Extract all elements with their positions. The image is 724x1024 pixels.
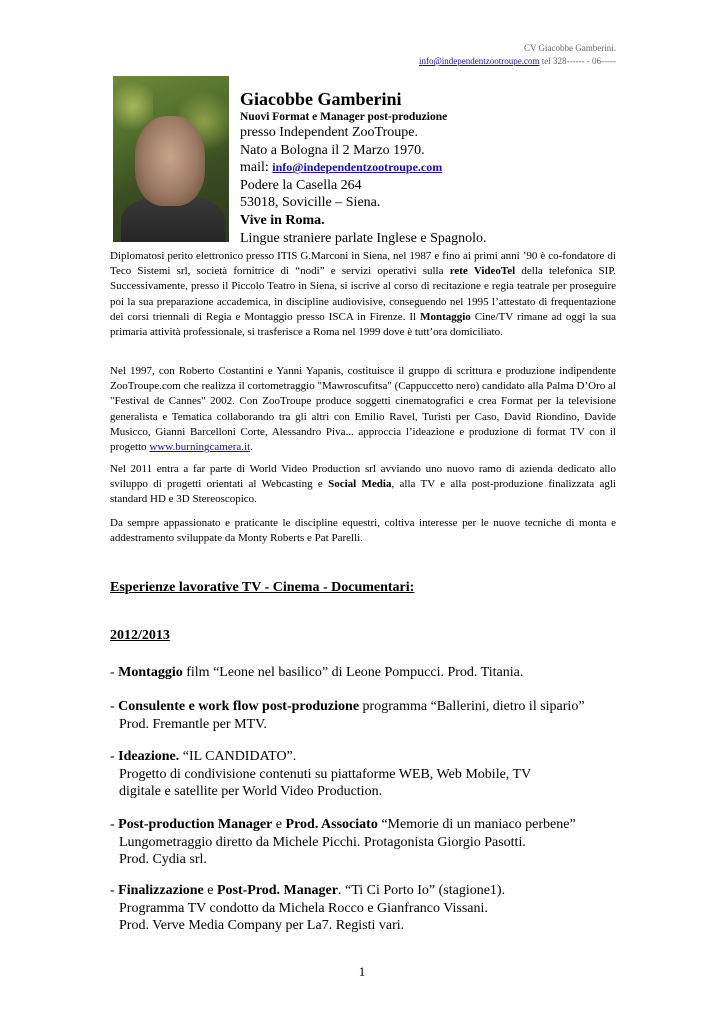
experience-entry: - Montaggio film “Leone nel basilico” di Leone Pompucci. Prod. Titania. (110, 665, 524, 680)
profile-born: Nato a Bologna il 2 Marzo 1970. (240, 142, 425, 158)
profile-residence: Vive in Roma. (240, 212, 325, 228)
profile-role: Nuovi Format e Manager post-produzione (240, 111, 448, 123)
header-title: CV Giacobbe Gamberini. (523, 43, 616, 53)
section-title: Esperienze lavorative TV - Cinema - Documentari: (110, 580, 415, 595)
experience-entry: - Ideazione. “IL CANDIDATO”. Progetto di condivisione contenuti su piattaforme WEB, Web Mobile, TV digitale e satellite per World Video Production. (110, 749, 532, 800)
profile-email-link[interactable]: info@independentzootroupe.com (272, 160, 443, 175)
profile-info (240, 88, 486, 247)
experience-entry: - Consulente e work flow post-produzione programma “Ballerini, dietro il sipario” Prod. Fremantle per MTV. (110, 699, 585, 732)
profile-company: presso Independent ZooTroupe. (240, 125, 418, 140)
burningcamera-link[interactable]: www.burningcamera.it (149, 441, 251, 454)
header-phone: tel 328------ - 06----- (541, 56, 616, 66)
experience-entry: - Post-production Manager e Prod. Associato “Memorie di un maniaco perbene” Lungometraggio diretto da Michele Picchi. Protagonista Giorgio Pasotti. Prod. Cydia srl. (110, 817, 576, 868)
experience-entry: - Finalizzazione e Post-Prod. Manager. “Ti Ci Porto Io” (stagione1). Programma TV condotto da Michela Rocco e Gianfranco Vissani. Prod. Verve Media Company per La7. Registi vari. (110, 883, 506, 934)
header-contact (419, 55, 616, 68)
profile-photo (113, 76, 229, 242)
bio-paragraph-1: Diplomatosi perito elettronico presso ITIS G.Marconi in Siena, nel 1987 e fino ai primi anni ’90 è co-fondatore di Teco Sistemi srl, società fornitrice di “nodi” e servizi operativi sulla rete VideoTel della telefonica SIP. Successivamente, presso il Piccolo Teatro in Siena, si iscrive al corso di recitazione e regia teatrale per proseguire poi la sua preparazione accademica, in discipline audiovisive, conseguendo nel 1995 l’attestato di frequentazione dei corsi triennali di Regia e Montaggio presso ISCA in Firenze. Il Montaggio Cine/TV rimane ad oggi la sua primaria attività professionale, si trasferisce a Roma nel 1999 dove è tutt’ora domiciliato. (110, 250, 616, 339)
bio-paragraph-3: Nel 2011 entra a far parte di World Video Production srl avviando uno nuovo ramo di azienda dedicato allo sviluppo di progetti orientati al Webcasting e Social Media, alla TV e alla post-produzione finalizzata agli standard HD e 3D Stereoscopico. (110, 463, 616, 506)
profile-languages: Lingue straniere parlate Inglese e Spagnolo. (240, 230, 487, 246)
page-header (419, 42, 616, 68)
page-number: 1 (358, 964, 366, 979)
profile-mail (240, 159, 486, 177)
bio-paragraph-4: Da sempre appassionato e praticante le discipline equestri, coltiva interesse per le nuove tecniche di monta e addestramento sviluppate da Monty Roberts e Pat Parelli. (110, 517, 616, 545)
profile-address-line1: Podere la Casella 264 (240, 177, 362, 193)
year-heading: 2012/2013 (110, 628, 170, 643)
header-email-link[interactable]: info@independentzootroupe.com (419, 56, 540, 66)
mail-label: mail: (240, 160, 269, 176)
bio-paragraph-2: Nel 1997, con Roberto Costantini e Yanni Yapanis, costituisce il gruppo di scrittura e produzione indipendente ZooTroupe.com che realizza il cortometraggio "Mawroscufitsa" (Cappuccetto nero) candidato alla Palma D’Oro al "Festival de Cannes" 2002. Con ZooTroupe produce soggetti cinematografici e crea Format per la televisione generalista e Tematica collaborando tra gli altri con Emilio Ravel, Turisti per Caso, David Riondino, Davide Musicco, Gianni Barcelloni Corte, Alessandro Piva... approccia l’ideazione e produzione di format TV con il progetto www.burningcamera.it. (110, 365, 616, 454)
profile-name: Giacobbe Gamberini (240, 89, 402, 109)
profile-address-line2: 53018, Sovicille – Siena. (240, 195, 381, 211)
